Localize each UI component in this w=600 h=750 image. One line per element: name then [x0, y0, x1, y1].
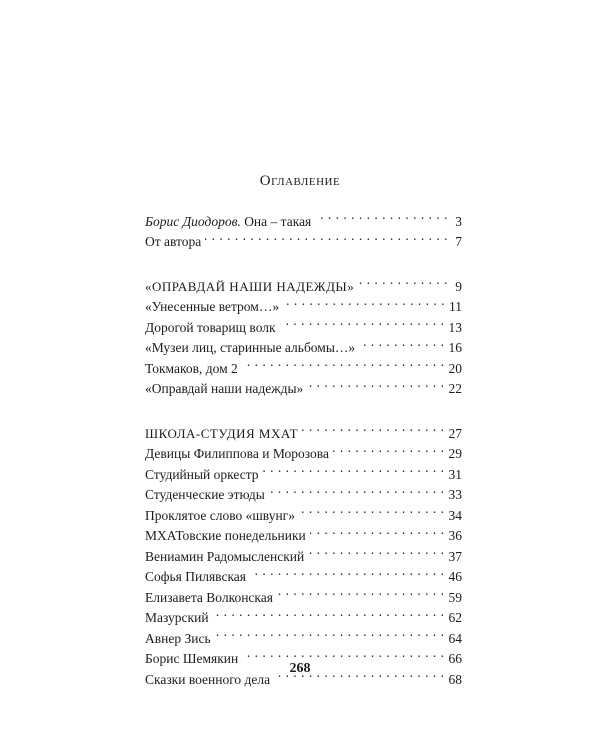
dot-leader [308, 540, 444, 561]
table-of-contents [145, 205, 462, 708]
toc-entry[interactable] [145, 270, 462, 294]
dot-leader [269, 479, 445, 500]
dot-leader [205, 226, 448, 247]
toc-entry-text: Проклятое слово «швунг» [145, 507, 295, 523]
toc-section [145, 205, 462, 249]
toc-entry-page: 7 [455, 234, 462, 249]
toc-entry-page: 37 [448, 548, 462, 564]
dot-leader [213, 602, 445, 623]
toc-section [145, 270, 462, 396]
toc-entry[interactable] [145, 205, 462, 229]
toc-entry[interactable] [145, 417, 462, 441]
toc-entry-page: 33 [448, 487, 462, 502]
dot-leader [358, 270, 448, 291]
toc-entry-text: ШКОЛА-СТУДИЯ МХАТ [145, 425, 299, 441]
toc-entry-page: 13 [448, 319, 462, 335]
toc-entry-text: «Унесенные ветром…» [145, 299, 280, 314]
dot-leader [280, 311, 445, 332]
toc-entry-text: Авнер Зись [145, 630, 211, 646]
toc-entry-title [145, 232, 201, 253]
toc-entry-title [145, 318, 276, 339]
page-title: Оглавление [259, 173, 341, 189]
toc-entry-text: Борис Шемякин [145, 651, 239, 666]
toc-entry-title [145, 424, 298, 445]
dot-leader [242, 352, 445, 373]
toc-entry-page: 68 [448, 671, 462, 687]
toc-entry-title [145, 526, 306, 547]
toc-entry-text: Мазурский [145, 610, 209, 625]
toc-entry-page: 46 [448, 569, 462, 584]
toc-entry-text: Софья Пилявская [145, 569, 247, 584]
dot-leader [307, 373, 444, 394]
dot-leader [242, 643, 444, 664]
toc-entry-text: Девицы Филиппова и Морозова [145, 446, 329, 461]
toc-entry-page: 16 [448, 340, 462, 355]
toc-entry-text: «ОПРАВДАЙ НАШИ НАДЕЖДЫ» [145, 278, 355, 294]
toc-entry-page: 29 [448, 446, 462, 461]
toc-entry-text: Елизавета Волконская [145, 589, 273, 605]
toc-entry-page: 59 [448, 589, 462, 605]
dot-leader [359, 332, 444, 353]
page-number: 268 [289, 661, 311, 676]
toc-entry-page: 31 [448, 466, 462, 482]
toc-entry-text: Студийный оркестр [145, 466, 259, 482]
toc-entry-page: 36 [448, 528, 462, 543]
toc-entry-text: Дорогой товарищ волк [145, 319, 276, 335]
dot-leader [299, 499, 445, 520]
dot-leader [333, 438, 445, 459]
dot-leader [215, 622, 445, 643]
toc-entry-page: 34 [448, 507, 462, 523]
toc-entry-text: «Оправдай наши надежды» [145, 381, 304, 396]
toc-entry-page: 3 [455, 213, 462, 229]
toc-entry-title [145, 465, 259, 486]
dot-leader [302, 417, 444, 438]
toc-entry-title [145, 506, 295, 527]
toc-entry-page: 9 [455, 278, 462, 294]
toc-entry-title [145, 297, 279, 318]
toc-section [145, 417, 462, 687]
dot-leader [310, 520, 445, 541]
toc-entry-text: Вениамин Радомысленский [145, 548, 305, 564]
toc-entry-text: От автора [145, 234, 202, 249]
toc-entry-text: Она – такая [244, 213, 312, 229]
toc-entry-page: 27 [448, 425, 462, 441]
toc-entry-page: 62 [448, 610, 462, 625]
dot-leader [263, 458, 445, 479]
toc-entry-page: 64 [448, 630, 462, 646]
dot-leader [283, 291, 445, 312]
toc-entry-title [145, 629, 211, 650]
toc-entry-page: 20 [448, 360, 462, 376]
toc-entry-title [145, 485, 265, 506]
toc-entry-title [145, 379, 303, 400]
toc-entry-page: 11 [449, 299, 462, 314]
toc-entry-text: Токмаков, дом 2 [145, 360, 238, 376]
toc-entry-title [145, 608, 209, 629]
toc-entry-page: 66 [448, 651, 462, 666]
toc-entry-author: Борис Диодоров. [145, 213, 241, 229]
toc-entry-title [145, 567, 246, 588]
toc-entry-text: «Музеи лиц, старинные альбомы…» [145, 340, 356, 355]
dot-leader [250, 561, 444, 582]
toc-entry-page: 22 [448, 381, 462, 396]
toc-entry-text: МХАТовские понедельники [145, 528, 306, 543]
toc-entry-text: Сказки военного дела [145, 671, 271, 687]
toc-entry-text: Студенческие этюды [145, 487, 265, 502]
dot-leader [277, 581, 445, 602]
toc-entry-title [145, 359, 238, 380]
dot-leader [315, 205, 448, 226]
